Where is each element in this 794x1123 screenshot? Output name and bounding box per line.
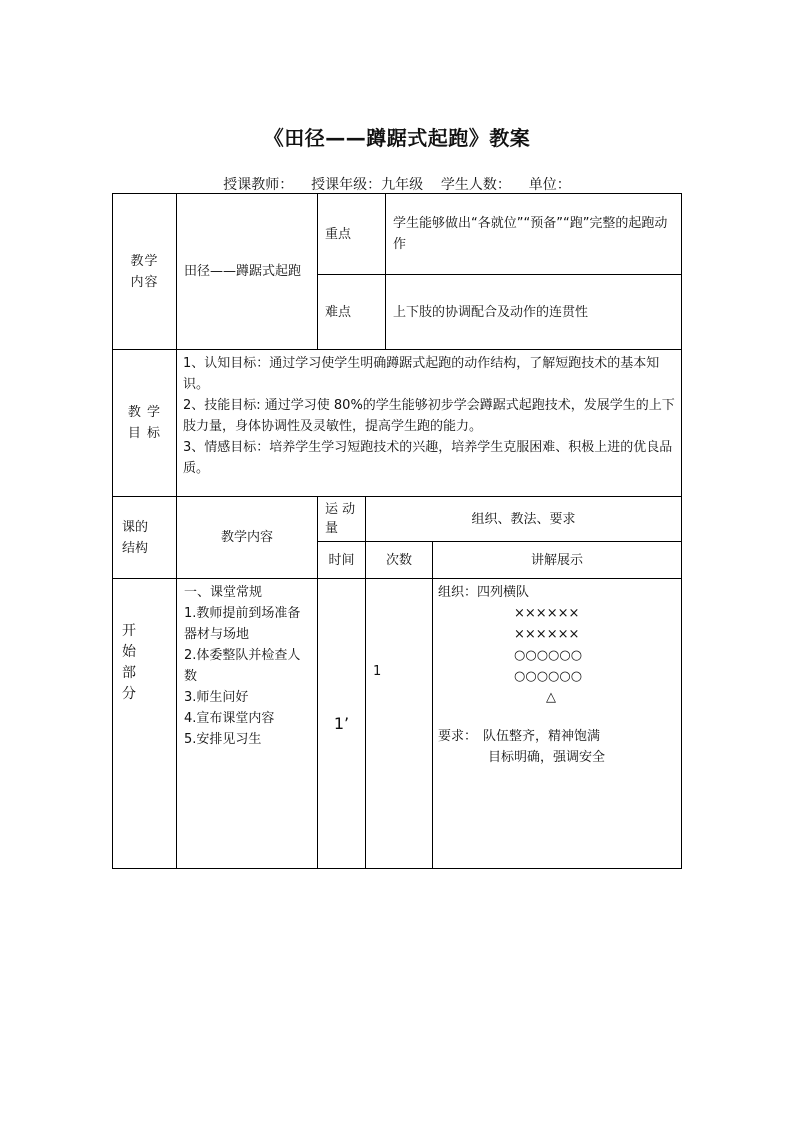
begin-demo [433, 579, 682, 869]
content-header: 教学内容 [177, 497, 318, 579]
begin-item: 3.师生问好 [184, 690, 249, 705]
demo-header: 讲解展示 [433, 542, 682, 579]
info-line: 授课教师： 授课年级：九年级 学生人数： 单位： [223, 177, 571, 193]
time-header: 时间 [318, 542, 366, 579]
requirement-2: 目标明确，强调安全 [488, 750, 606, 765]
requirement-1: 队伍整齐，精神饱满 [483, 729, 601, 744]
difficulty-label: 难点 [318, 275, 386, 350]
begin-time: 1’ [318, 579, 366, 869]
structure-header: 课的 结构 [113, 497, 177, 579]
formation-row: ○○○○○○ [514, 669, 583, 684]
count-header: 次数 [366, 542, 433, 579]
begin-item: 2.体委整队并检查人数 [184, 648, 301, 684]
load-header: 运 动 量 [318, 497, 366, 542]
begin-item: 一、课堂常规 [184, 585, 263, 600]
begin-count: 1 [366, 579, 433, 869]
key-label: 重点 [318, 194, 386, 275]
goal-emotion: 3、情感目标：培养学生学习短跑技术的兴趣，培养学生克服困难、积极上进的优良品质。 [183, 440, 673, 476]
goals-cell [177, 350, 682, 497]
page-title: 《田径——蹲踞式起跑》教案 [263, 126, 531, 150]
content-label: 教学 内容 [113, 194, 177, 350]
requirement-label: 要求： [438, 729, 478, 744]
begin-items [177, 579, 318, 869]
formation-row: ×××××× [514, 606, 580, 621]
goal-skill: 2、技能目标: 通过学习使 80%的学生能够初步学会蹲踞式起跑技术，发展学生的上下肢力量，身体协调性及灵敏性，提高学生跑的能力。 [183, 398, 675, 434]
method-header: 组织、教法、要求 [366, 497, 682, 542]
organization-text: 组织：四列横队 [438, 585, 530, 600]
begin-item: 1.教师提前到场准备器材与场地 [184, 606, 301, 642]
goal-cognitive: 1、认知目标：通过学习使学生明确蹲踞式起跑的动作结构，了解短跑技术的基本知识。 [183, 356, 660, 392]
lesson-plan-table [112, 193, 682, 869]
content-name: 田径——蹲踞式起跑 [177, 194, 318, 350]
requirement-row [438, 726, 674, 747]
goals-label: 教 学 目 标 [113, 350, 177, 497]
key-text: 学生能够做出“各就位”“预备”“跑”完整的起跑动作 [386, 194, 682, 275]
formation-row: ○○○○○○ [514, 648, 583, 663]
difficulty-text: 上下肢的协调配合及动作的连贯性 [386, 275, 682, 350]
begin-item: 5.安排见习生 [184, 732, 262, 747]
begin-section-label: 开 始 部 分 [113, 579, 177, 869]
formation-row: ×××××× [514, 627, 580, 642]
teacher-triangle-icon: △ [546, 690, 557, 705]
begin-item: 4.宣布课堂内容 [184, 711, 275, 726]
